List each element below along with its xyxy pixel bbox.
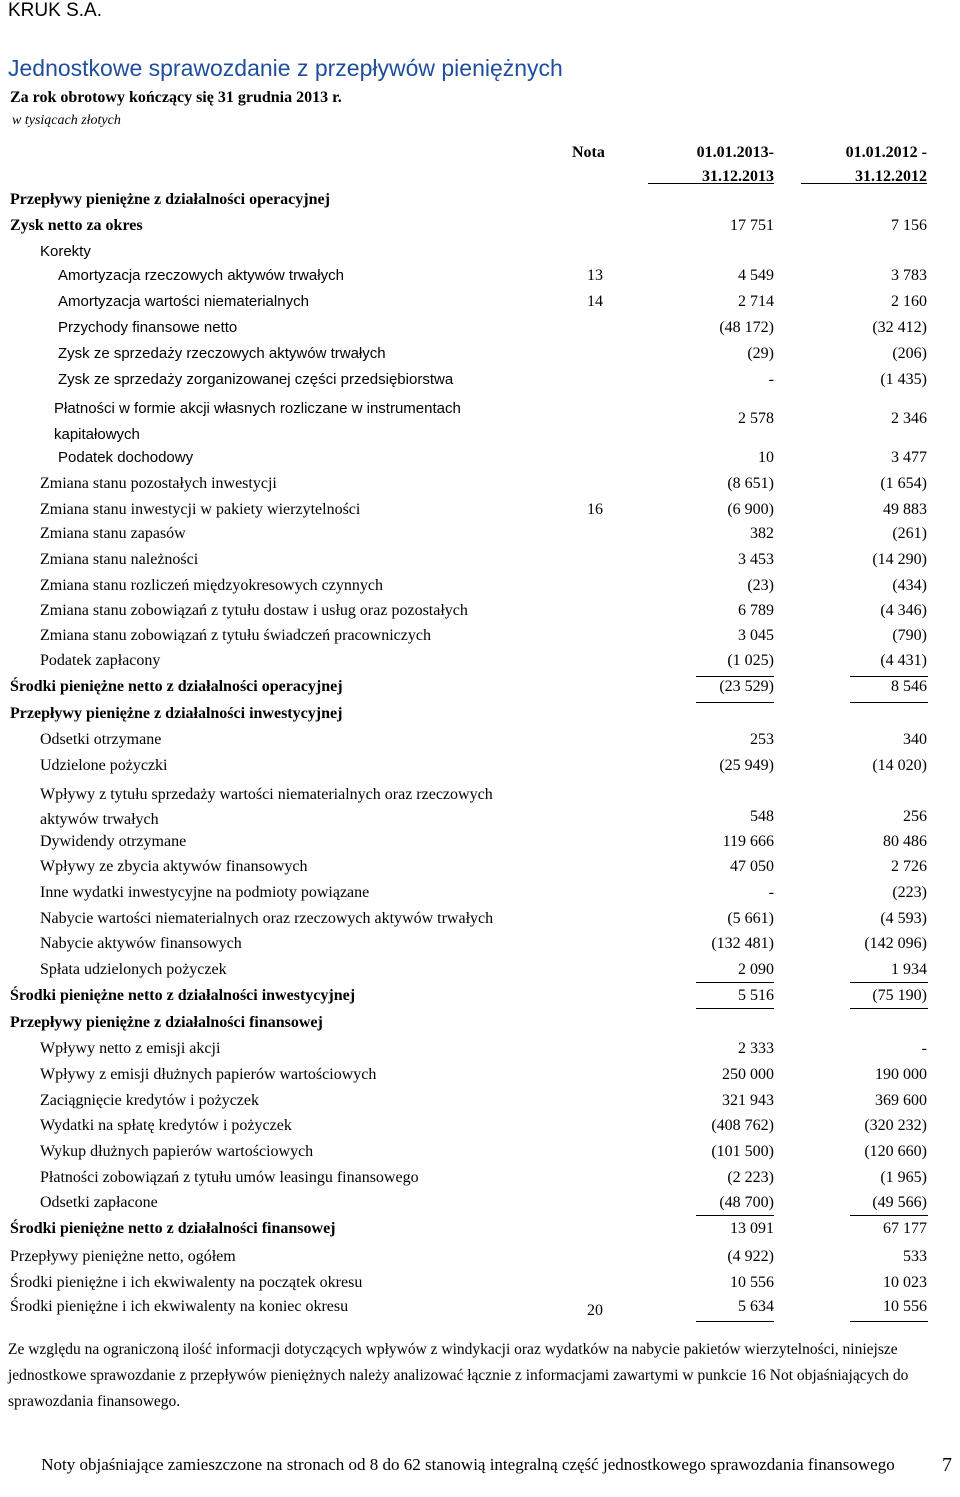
row-value-previous: (434) [892, 577, 927, 594]
row-label: Zmiana stanu zobowiązań z tytułu świadczeń pracowniczych [40, 627, 431, 644]
row-label: Wpływy z tytułu sprzedaży wartości niematerialnych oraz rzeczowych aktywów trwałych [40, 786, 493, 828]
row-value-previous: 2 346 [891, 410, 927, 427]
row-value-previous: 190 000 [875, 1066, 927, 1083]
row-value-current: 2 714 [738, 293, 774, 310]
row-value-current: 250 000 [722, 1066, 774, 1083]
row-label: Zmiana stanu inwestycji w pakiety wierzytelności [40, 501, 361, 518]
row-value-current: (23 529) [719, 678, 774, 695]
row-value-current: 5 516 [738, 987, 774, 1004]
row-label: Środki pieniężne netto z działalności finansowej [10, 1220, 336, 1237]
row-label: Korekty [40, 243, 91, 260]
row-label: Zmiana stanu pozostałych inwestycji [40, 475, 277, 492]
row-label: Zmiana stanu rozliczeń międzyokresowych czynnych [40, 577, 383, 594]
row-label: Inne wydatki inwestycyjne na podmioty powiązane [40, 884, 370, 901]
row-label: Udzielone pożyczki [40, 757, 168, 774]
row-label: Środki pieniężne netto z działalności operacyjnej [10, 678, 343, 695]
row-label: Zmiana stanu zobowiązań z tytułu dostaw i usług oraz pozostałych [40, 602, 468, 619]
row-value-current: (48 172) [719, 319, 774, 336]
rule-line [696, 1215, 774, 1216]
row-value-previous: 67 177 [883, 1220, 927, 1237]
row-value-current: (4 922) [727, 1248, 774, 1265]
row-label: Spłata udzielonych pożyczek [40, 961, 227, 978]
units-note: w tysiącach złotych [12, 113, 121, 128]
page-footer: Noty objaśniające zamieszczone na stronach od 8 do 62 stanowią integralną część jednostkowego sprawozdania finansowego [41, 1455, 895, 1474]
row-value-current: 119 666 [722, 833, 774, 850]
row-value-current: 3 453 [738, 551, 774, 568]
row-value-previous: (1 435) [880, 371, 927, 388]
row-value-previous: (4 431) [880, 652, 927, 669]
row-label: Zysk ze sprzedaży rzeczowych aktywów trwałych [58, 345, 386, 362]
row-value-previous: (1 654) [880, 475, 927, 492]
row-value-current: - [768, 371, 774, 388]
row-label: Podatek zapłacony [40, 652, 161, 669]
row-value-previous: (32 412) [872, 319, 927, 336]
column-header-previous-period: 01.01.2012 - 31.12.2012 [845, 144, 927, 185]
row-value-current: 548 [750, 808, 774, 825]
row-nota: 14 [587, 293, 603, 310]
row-label: Nabycie aktywów finansowych [40, 935, 242, 952]
row-label: Przepływy pieniężne z działalności inwestycyjnej [10, 705, 343, 722]
row-label: Przepływy pieniężne z działalności finansowej [10, 1014, 323, 1031]
rule-line [850, 1215, 928, 1216]
row-value-current: (5 661) [727, 910, 774, 927]
row-label: Wpływy z emisji dłużnych papierów wartościowych [40, 1066, 377, 1083]
row-value-previous: (320 232) [864, 1117, 927, 1134]
row-value-current: 253 [750, 731, 774, 748]
row-value-previous: (120 660) [864, 1143, 927, 1160]
statement-subtitle: Za rok obrotowy kończący się 31 grudnia 2013 r. [10, 89, 342, 106]
row-value-previous: 3 783 [891, 267, 927, 284]
row-value-previous: 7 156 [891, 217, 927, 234]
row-value-current: 2 578 [738, 410, 774, 427]
row-label: Środki pieniężne i ich ekwiwalenty na koniec okresu [10, 1298, 349, 1315]
row-label: Zmiana stanu zapasów [40, 525, 186, 542]
row-value-current: 10 556 [730, 1274, 774, 1291]
row-nota: 13 [587, 267, 603, 284]
row-value-previous: - [921, 1040, 927, 1057]
row-value-current: (101 500) [711, 1143, 774, 1160]
row-label: Wpływy ze zbycia aktywów finansowych [40, 858, 308, 875]
row-value-previous: (790) [892, 627, 927, 644]
row-label: Płatności zobowiązań z tytułu umów leasingu finansowego [40, 1169, 419, 1186]
rule-line [850, 676, 928, 677]
rule-line [648, 183, 774, 184]
row-label: Wydatki na spłatę kredytów i pożyczek [40, 1117, 292, 1134]
row-label: Przepływy pieniężne netto, ogółem [10, 1248, 236, 1265]
row-value-previous: 369 600 [875, 1092, 927, 1109]
row-value-previous: (223) [892, 884, 927, 901]
row-value-current: 10 [758, 449, 774, 466]
row-label: Wpływy netto z emisji akcji [40, 1040, 221, 1057]
row-value-previous: 533 [903, 1248, 927, 1265]
row-value-current: (29) [747, 345, 774, 362]
row-label: Przychody finansowe netto [58, 319, 238, 336]
row-nota: 20 [587, 1302, 603, 1319]
row-label: Zaciągnięcie kredytów i pożyczek [40, 1092, 259, 1109]
row-value-previous: 10 556 [883, 1298, 927, 1315]
rule-line [850, 1321, 928, 1322]
row-label: Zysk netto za okres [10, 217, 143, 234]
row-label: Przepływy pieniężne z działalności operacyjnej [10, 191, 330, 208]
row-value-current: 6 789 [738, 602, 774, 619]
row-value-previous: (4 346) [880, 602, 927, 619]
row-value-current: (1 025) [727, 652, 774, 669]
rule-line [801, 183, 927, 184]
row-value-current: (48 700) [719, 1194, 774, 1211]
page-number: 7 [942, 1454, 952, 1476]
row-label: Amortyzacja wartości niematerialnych [58, 293, 309, 310]
row-label: Odsetki zapłacone [40, 1194, 158, 1211]
rule-line [696, 1321, 774, 1322]
row-label: Wykup dłużnych papierów wartościowych [40, 1143, 314, 1160]
row-value-previous: 2 160 [891, 293, 927, 310]
row-value-previous: (14 020) [872, 757, 927, 774]
statement-title: Jednostkowe sprawozdanie z przepływów pieniężnych [8, 55, 563, 81]
row-label: Dywidendy otrzymane [40, 833, 187, 850]
row-value-previous: 10 023 [883, 1274, 927, 1291]
row-value-current: 3 045 [738, 627, 774, 644]
row-value-previous: 80 486 [883, 833, 927, 850]
rule-line [696, 982, 774, 983]
row-label: Nabycie wartości niematerialnych oraz rzeczowych aktywów trwałych [40, 910, 494, 927]
row-value-current: 47 050 [730, 858, 774, 875]
company-name: KRUK S.A. [8, 0, 102, 21]
rule-line [850, 702, 928, 703]
row-label: Zysk ze sprzedaży zorganizowanej części przedsiębiorstwa [58, 371, 454, 388]
column-header-current-period: 01.01.2013- 31.12.2013 [696, 144, 774, 185]
row-value-current: 13 091 [730, 1220, 774, 1237]
row-value-current: 2 090 [738, 961, 774, 978]
column-header-nota: Nota [572, 144, 605, 161]
row-value-current: (2 223) [727, 1169, 774, 1186]
row-value-current: (8 651) [727, 475, 774, 492]
row-nota: 16 [587, 501, 603, 518]
explanatory-note: Ze względu na ograniczoną ilość informacji dotyczących wpływów z windykacji oraz wydatków na nabycie pakietów wierzytelności, niniejsze jednostkowe sprawozdanie z przepływów pieniężnych należy analizować łącznie z informacjami zawartymi w punkcie 16 Not objaśniających do sprawozdania finansowego. [8, 1341, 909, 1410]
row-label: Podatek dochodowy [58, 449, 194, 466]
row-label: Amortyzacja rzeczowych aktywów trwałych [58, 267, 344, 284]
row-label: Odsetki otrzymane [40, 731, 162, 748]
row-value-previous: 2 726 [891, 858, 927, 875]
row-value-previous: (49 566) [872, 1194, 927, 1211]
row-value-current: 5 634 [738, 1298, 774, 1315]
row-value-previous: 49 883 [883, 501, 927, 518]
row-value-current: (23) [747, 577, 774, 594]
row-value-previous: 1 934 [891, 961, 927, 978]
row-value-previous: 256 [903, 808, 927, 825]
row-value-previous: (206) [892, 345, 927, 362]
rule-line [696, 676, 774, 677]
row-value-previous: 8 546 [891, 678, 927, 695]
row-value-current: 382 [750, 525, 774, 542]
row-value-current: (408 762) [711, 1117, 774, 1134]
row-value-previous: 340 [903, 731, 927, 748]
row-value-previous: (142 096) [864, 935, 927, 952]
row-label: Środki pieniężne i ich ekwiwalenty na początek okresu [10, 1274, 363, 1291]
row-value-previous: (4 593) [880, 910, 927, 927]
row-value-previous: (1 965) [880, 1169, 927, 1186]
row-value-previous: 3 477 [891, 449, 927, 466]
rule-line [850, 1008, 928, 1009]
row-label: Środki pieniężne netto z działalności inwestycyjnej [10, 987, 356, 1004]
rule-line [696, 702, 774, 703]
row-value-current: (6 900) [727, 501, 774, 518]
row-value-current: 17 751 [730, 217, 774, 234]
row-value-previous: (261) [892, 525, 927, 542]
row-value-current: 2 333 [738, 1040, 774, 1057]
row-value-current: 321 943 [722, 1092, 774, 1109]
row-label: Płatności w formie akcji własnych rozliczane w instrumentach kapitałowych [54, 400, 461, 443]
row-value-previous: (75 190) [872, 987, 927, 1004]
row-value-previous: (14 290) [872, 551, 927, 568]
row-label: Zmiana stanu należności [40, 551, 199, 568]
row-value-current: - [768, 884, 774, 901]
row-value-current: (25 949) [719, 757, 774, 774]
row-value-current: (132 481) [711, 935, 774, 952]
rule-line [696, 1008, 774, 1009]
row-value-current: 4 549 [738, 267, 774, 284]
rule-line [850, 982, 928, 983]
